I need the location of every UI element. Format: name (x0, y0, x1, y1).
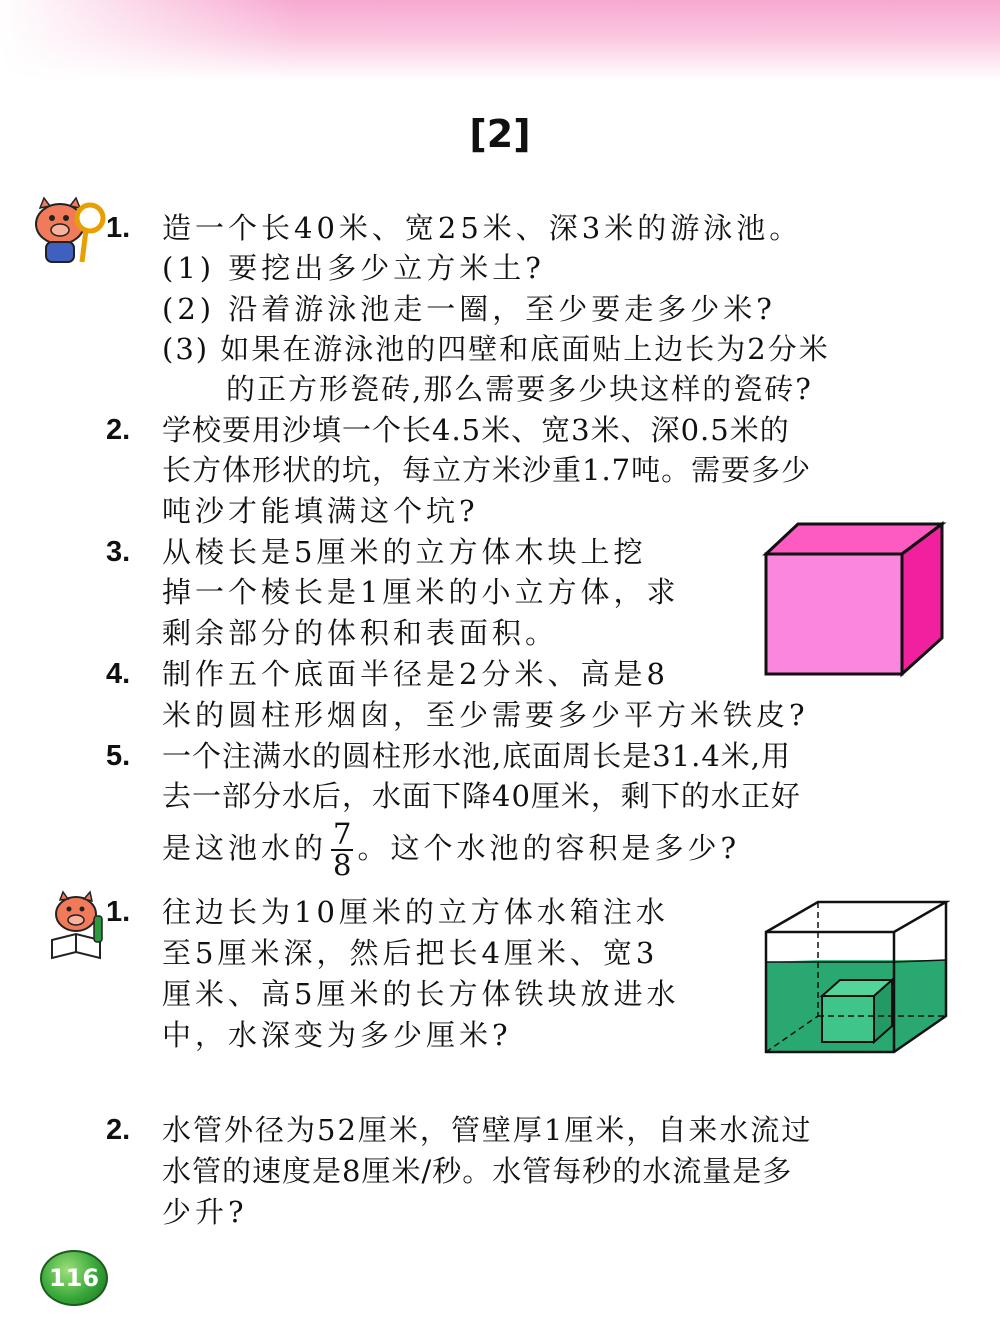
question-text: 长方体形状的坑，每立方米沙重1.7吨。需要多少 (162, 453, 812, 487)
question-number: 5. (106, 740, 131, 772)
question-text: 水管的速度是8厘米/秒。水管每秒的水流量是多 (162, 1154, 793, 1188)
question-text: 米的圆柱形烟囱，至少需要多少平方米铁皮? (162, 698, 809, 732)
question-text: 造一个长40米、宽25米、深3米的游泳池。 (162, 211, 803, 245)
fraction (331, 817, 353, 882)
question-text: 一个注满水的圆柱形水池,底面周长是31.4米,用 (162, 739, 792, 773)
question-number: 2. (106, 414, 131, 446)
question-text: 中，水深变为多少厘米? (162, 1018, 512, 1052)
text-after-fraction: 。这个水池的容积是多少? (357, 831, 741, 865)
header-banner (0, 0, 1000, 80)
question-number: 2. (106, 1114, 131, 1146)
fraction-denominator: 8 (333, 848, 352, 882)
sub-question-cont: 的正方形瓷砖,那么需要多少块这样的瓷砖? (226, 372, 813, 406)
sub-question: (2) 沿着游泳池走一圈，至少要走多少米? (162, 292, 776, 326)
question-text: 往边长为10厘米的立方体水箱注水 (162, 895, 669, 929)
fraction-numerator: 7 (333, 817, 352, 851)
question-text: 少升? (162, 1195, 248, 1229)
sub-question: (1) 要挖出多少立方米土? (162, 251, 545, 285)
question-number: 4. (106, 658, 131, 690)
question-text: 至5厘米深，然后把长4厘米、宽3 (162, 936, 659, 970)
text-before-fraction: 是这池水的 (162, 831, 328, 865)
page-number-badge: 116 (40, 1250, 108, 1306)
question-text: 掉一个棱长是1厘米的小立方体，求 (162, 575, 680, 609)
question-number: 1. (106, 212, 131, 244)
question-number: 1. (106, 896, 131, 928)
question-text (162, 818, 740, 880)
question-text: 厘米、高5厘米的长方体铁块放进水 (162, 977, 680, 1011)
question-text: 吨沙才能填满这个坑? (162, 494, 479, 528)
question-text: 去一部分水后，水面下降40厘米，剩下的水正好 (162, 779, 801, 813)
question-text: 水管外径为52厘米，管壁厚1厘米，自来水流过 (162, 1113, 813, 1147)
pig-reading-icon (44, 890, 114, 962)
question-text: 学校要用沙填一个长4.5米、宽3米、深0.5米的 (162, 413, 790, 447)
water-tank-figure (760, 896, 950, 1056)
cube-figure (758, 518, 948, 680)
question-number: 3. (106, 536, 131, 568)
sub-question: (3) 如果在游泳池的四壁和底面贴上边长为2分米 (162, 332, 830, 366)
pig-magnifier-icon (26, 196, 110, 270)
question-text: 制作五个底面半径是2分米、高是8 (162, 657, 669, 691)
page-title: [2] (469, 112, 531, 156)
question-text: 从棱长是5厘米的立方体木块上挖 (162, 535, 647, 569)
question-text: 剩余部分的体积和表面积。 (162, 616, 559, 650)
